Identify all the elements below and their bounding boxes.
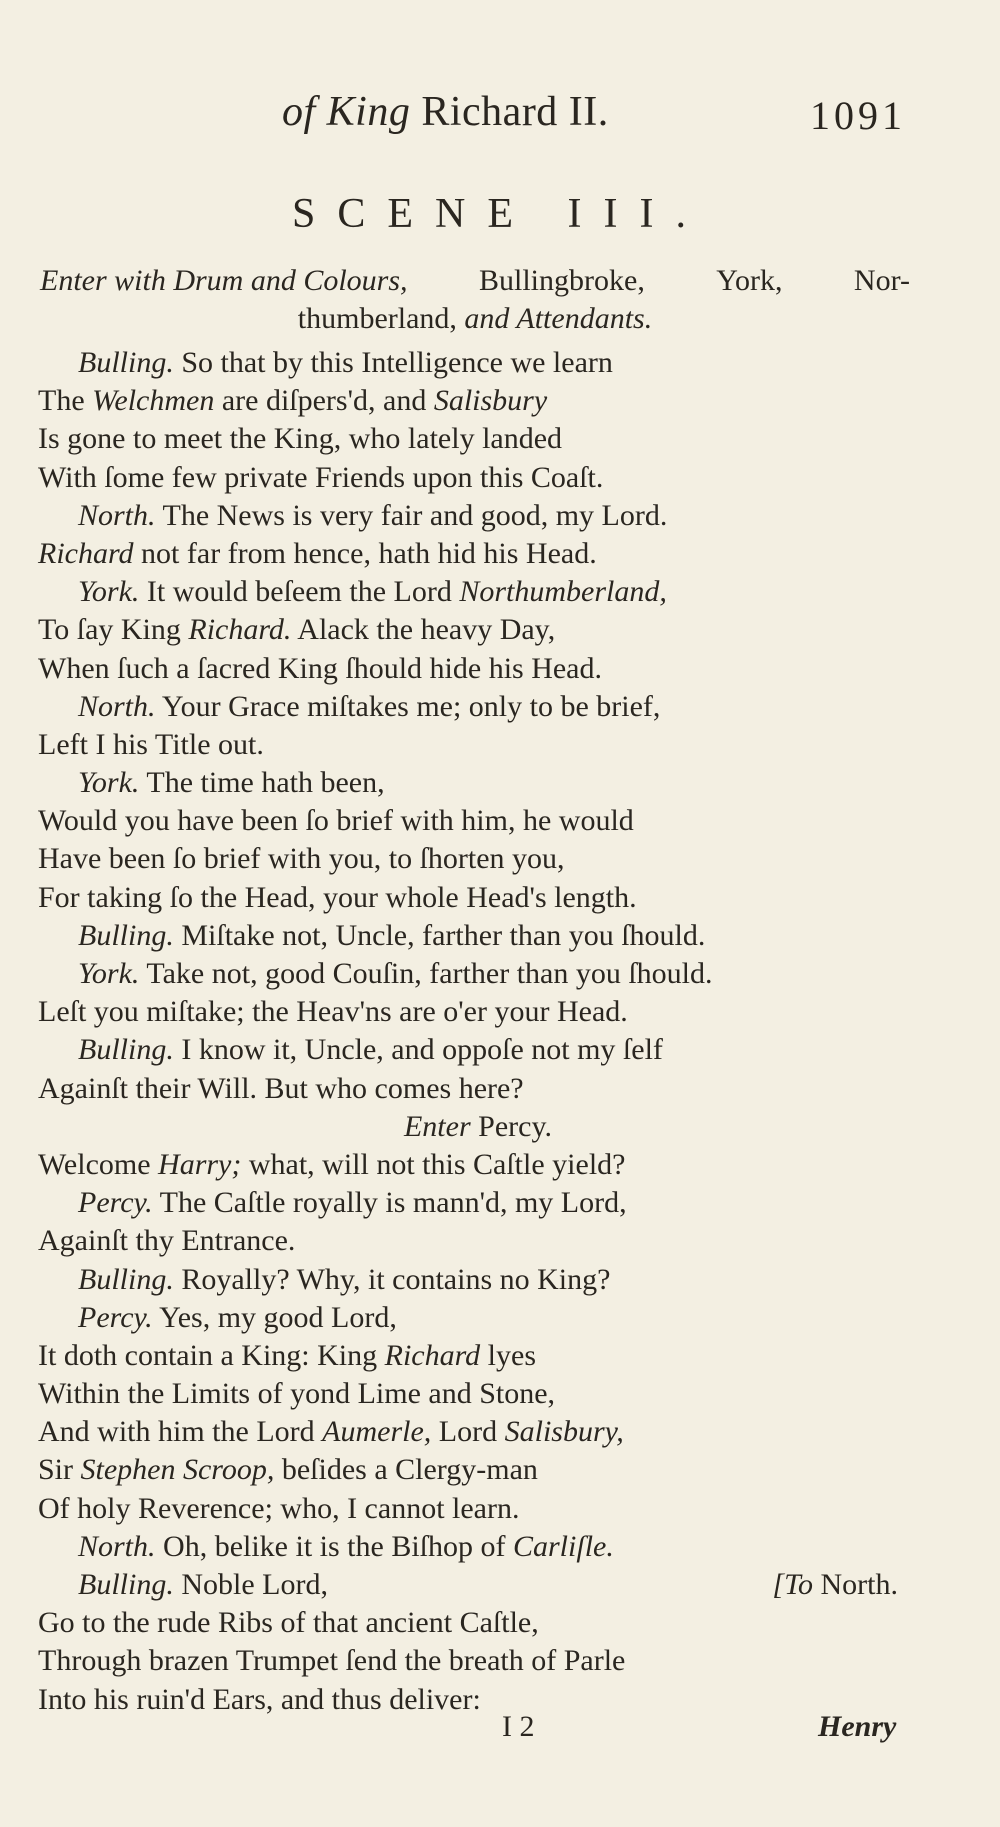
running-head [0, 88, 1000, 148]
verse-line [38, 1337, 918, 1375]
speech-line [38, 1566, 918, 1604]
verse-line [38, 1375, 918, 1413]
verse-line [38, 420, 918, 458]
line-text: I know it, Uncle, and oppoſe not my ſelf [173, 1033, 663, 1067]
verse-line [38, 1222, 918, 1260]
verse-line [38, 611, 918, 649]
line-text: what, will not this Caſtle yield? [241, 1147, 626, 1181]
speech-line [38, 1299, 918, 1337]
speaker-name: North. [78, 689, 156, 723]
speech-line [38, 573, 918, 611]
line-text: Noble Lord, [173, 1568, 328, 1601]
line-text: Yes, my good Lord, [152, 1300, 397, 1334]
verse-line [38, 1490, 918, 1528]
verse-line [38, 802, 918, 840]
line-text-lead: It doth contain a King: King [38, 1338, 385, 1372]
character-northumberland-rest: thumberland, [297, 302, 457, 335]
stage-entry-intro: Enter with Drum and Colours, [40, 264, 408, 297]
speaker-name: Bulling. [78, 1568, 174, 1601]
verse-text [38, 344, 918, 1719]
italic-name: Welchmen [92, 384, 215, 418]
speaker-name: York. [78, 575, 140, 609]
line-text: Take not, good Couſin, farther than you ſhould. [139, 957, 713, 990]
line-text: Alack the heavy Day, [291, 613, 556, 647]
stage-entry-line-1 [40, 262, 910, 300]
verse-line [38, 1642, 918, 1680]
speech-line [38, 1184, 918, 1222]
line-text: When ſuch a ſacred King ſhould hide his Head. [38, 651, 602, 685]
line-text: not far from hence, hath hid his Head. [133, 536, 597, 570]
italic-name: Harry; [158, 1147, 242, 1181]
line-text: Royally? Why, it contains no King? [173, 1262, 611, 1296]
line-text: Within the Limits of yond Lime and Stone, [38, 1377, 556, 1411]
speaker-name: Bulling. [78, 1262, 174, 1296]
stage-direction-aside [772, 1566, 898, 1604]
speech-line [38, 344, 918, 382]
line-text: The Caſtle royally is mann'd, my Lord, [152, 1186, 627, 1220]
running-title [282, 88, 609, 136]
verse-line [38, 1451, 918, 1489]
scene-heading: SCENE III. [292, 191, 708, 237]
stage-direction-line [38, 1108, 918, 1146]
italic-name: Salisbury [433, 384, 548, 418]
line-text: With ſome few private Friends upon this Coaſt. [38, 460, 604, 494]
line-text: The News is very fair and good, my Lord. [155, 498, 668, 532]
speaker-name: Percy. [78, 1300, 153, 1334]
speaker-name: York. [78, 766, 140, 800]
speaker-name: York. [78, 957, 140, 990]
verse-line [38, 535, 918, 573]
verse-line [38, 1070, 918, 1108]
verse-line [38, 1413, 918, 1451]
line-text: Leſt you miſtake; the Heav'ns are o'er your Head. [38, 995, 628, 1029]
aside-character: North. [813, 1568, 898, 1601]
verse-line [38, 726, 918, 764]
catchword: Henry [818, 1710, 897, 1743]
line-text: Againſt thy Entrance. [38, 1224, 296, 1258]
line-text: Percy. [470, 1109, 552, 1143]
line-text: Would you have been ſo brief with him, he would [38, 804, 634, 838]
line-text: Have been ſo brief with you, to ſhorten you, [38, 842, 565, 876]
line-text: beſides a Clergy-man [274, 1453, 538, 1487]
signature-mark: I 2 [502, 1710, 535, 1743]
stage-direction-entry [40, 262, 910, 338]
verse-line [38, 382, 918, 420]
speech-line [38, 764, 918, 802]
line-text: Of holy Reverence; who, I cannot learn. [38, 1491, 520, 1525]
line-text: Lord [431, 1415, 505, 1449]
speech-line [38, 688, 918, 726]
italic-name: Richard [38, 536, 134, 570]
italic-name: Stephen Scroop, [80, 1453, 275, 1487]
line-text: Oh, belike it is the Biſhop of [155, 1529, 513, 1563]
speech-line [38, 1031, 918, 1069]
line-text-lead: Welcome [38, 1147, 159, 1181]
italic-name: Salisbury, [504, 1415, 624, 1449]
italic-name: Enter [403, 1109, 471, 1143]
stage-entry-line-2 [40, 300, 910, 338]
character-bullingbroke: Bullingbroke, [479, 264, 645, 297]
line-text: Go to the rude Ribs of that ancient Caſtle, [38, 1606, 539, 1640]
line-text: For taking ſo the Head, your whole Head's length. [38, 880, 637, 914]
character-northumberland-part: Nor- [853, 264, 910, 297]
character-york: York, [716, 264, 783, 297]
line-text-lead: To ſay King [38, 613, 189, 647]
page-footer [0, 1710, 1000, 1750]
speaker-name: Bulling. [78, 1033, 174, 1067]
speech-line [38, 917, 918, 955]
line-text: It would beſeem the Lord [139, 575, 460, 609]
speaker-name: North. [78, 1529, 156, 1563]
line-text: Is gone to meet the King, who lately landed [38, 422, 563, 456]
aside-to: [To [772, 1568, 813, 1601]
page-number: 1091 [810, 93, 906, 138]
line-text-lead: The [38, 384, 93, 418]
running-title-roman: Richard II. [421, 89, 609, 135]
line-text: Left I his Title out. [38, 727, 264, 761]
line-text: Through brazen Trumpet ſend the breath of Parle [38, 1644, 626, 1678]
line-text: Into his ruin'd Ears, and thus deliver: [38, 1682, 481, 1716]
verse-line [38, 650, 918, 688]
italic-name: Richard [384, 1338, 481, 1372]
line-text: Your Grace miſtakes me; only to be brief, [155, 689, 661, 723]
line-text-lead: Sir [38, 1453, 81, 1487]
speech-line [38, 1261, 918, 1299]
speech-line [38, 497, 918, 535]
speaker-name: Bulling. [78, 918, 174, 952]
verse-line [38, 1604, 918, 1642]
italic-name: Richard. [188, 613, 292, 647]
line-text: Miſtake not, Uncle, farther than you ſhould. [173, 918, 706, 952]
verse-line [38, 1146, 918, 1184]
line-text: The time hath been, [139, 766, 385, 800]
line-text: So that by this Intelligence we learn [173, 346, 613, 379]
italic-name: Northumberland, [459, 575, 667, 609]
verse-line [38, 459, 918, 497]
line-text: Againſt their Will. But who comes here? [38, 1071, 524, 1105]
running-title-italic: of King [282, 89, 411, 135]
speech-line [38, 1528, 918, 1566]
speaker-name: Bulling. [78, 346, 174, 379]
line-text: are diſpers'd, and [214, 384, 434, 418]
line-text: lyes [480, 1338, 536, 1372]
verse-line [38, 879, 918, 917]
verse-line [38, 840, 918, 878]
stage-entry-attendants: and Attendants. [464, 302, 653, 335]
line-text-lead: And with him the Lord [38, 1415, 323, 1449]
verse-line [38, 993, 918, 1031]
speech-line [38, 955, 918, 993]
italic-name: Carliſle. [513, 1529, 614, 1563]
italic-name: Aumerle, [322, 1415, 432, 1449]
speaker-name: North. [78, 498, 156, 532]
speaker-name: Percy. [78, 1186, 153, 1220]
